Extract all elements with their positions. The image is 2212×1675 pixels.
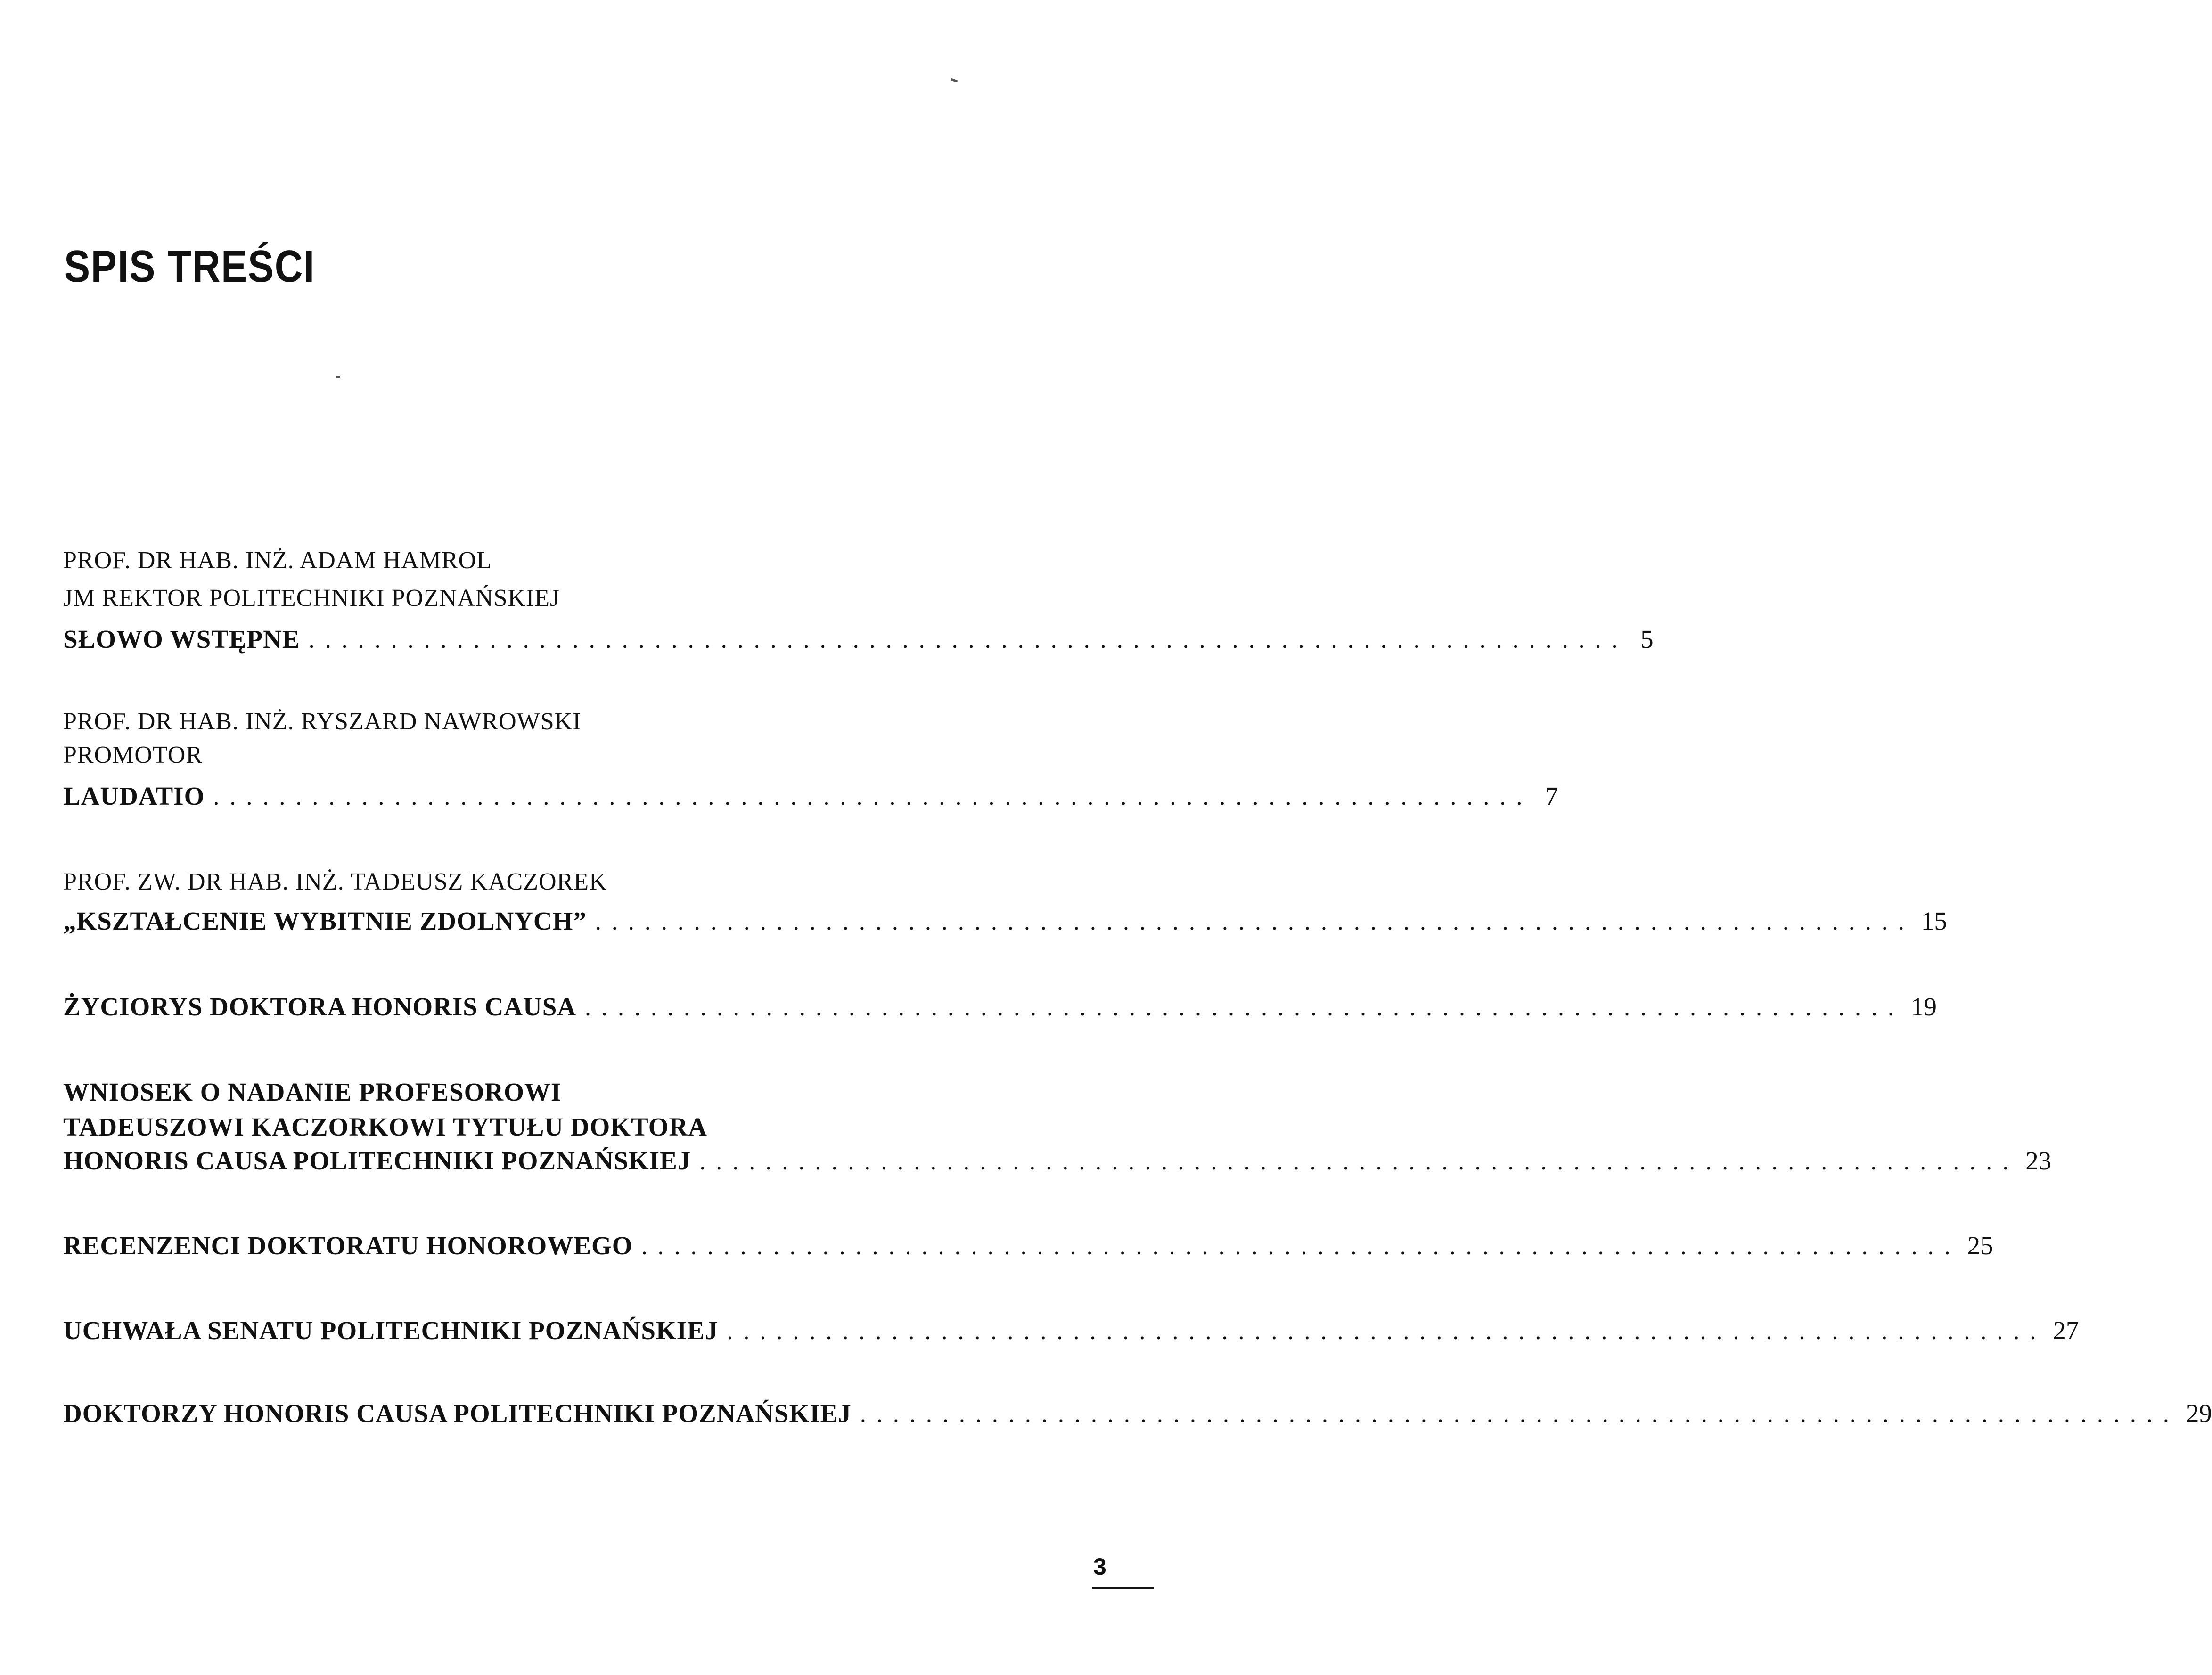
toc-entry-page: 23: [2025, 1146, 2052, 1175]
toc-entry-author: PROF. DR HAB. INŻ. RYSZARD NAWROWSKI: [63, 708, 582, 735]
dot-leader: ................................................................................: [860, 1401, 2179, 1428]
toc-entry-title: ŻYCIORYS DOKTORA HONORIS CAUSA: [63, 992, 577, 1021]
toc-entry-page: 7: [1545, 782, 1558, 810]
dot-leader: ................................................................................: [641, 1233, 1961, 1260]
toc-entry-page: 29: [2186, 1399, 2212, 1428]
toc-entry[interactable]: [63, 624, 1654, 655]
toc-entry-title-line: TADEUSZOWI KACZORKOWI TYTUŁU DOKTORA: [63, 1112, 707, 1141]
dot-leader: ................................................................................: [595, 908, 1915, 935]
toc-entry-title: SŁOWO WSTĘPNE: [63, 625, 300, 654]
toc-entry-author: PROF. DR HAB. INŻ. ADAM HAMROL: [63, 547, 492, 574]
dot-leader: ................................................................................: [727, 1318, 2047, 1345]
scan-speck: [336, 376, 340, 378]
toc-entry-page: 15: [1921, 907, 1947, 935]
toc-entry-page: 19: [1911, 992, 1937, 1021]
toc-entry-title-line: WNIOSEK O NADANIE PROFESOROWI: [63, 1078, 562, 1106]
toc-entry-page: 5: [1640, 625, 1654, 654]
scan-speck: [951, 78, 958, 82]
toc-entry[interactable]: [63, 992, 1937, 1023]
page-number: 3: [1093, 1553, 1106, 1580]
page-number-rule: [1092, 1587, 1154, 1589]
dot-leader: ................................................................................: [585, 994, 1905, 1021]
page-title: SPIS TREŚCI: [64, 241, 315, 292]
toc-entry[interactable]: [63, 1315, 2079, 1347]
toc-entry-page: 25: [1967, 1231, 1993, 1260]
dot-leader: ................................................................................: [213, 784, 1533, 810]
toc-entry[interactable]: [63, 906, 1947, 937]
toc-entry-author-role: JM REKTOR POLITECHNIKI POZNAŃSKIEJ: [63, 585, 560, 612]
toc-entry-title: RECENZENCI DOKTORATU HONOROWEGO: [63, 1231, 633, 1260]
toc-entry[interactable]: [63, 781, 1558, 812]
toc-entry[interactable]: [63, 1231, 1993, 1262]
dot-leader: ................................................................................: [699, 1148, 2019, 1175]
toc-entry-title: HONORIS CAUSA POLITECHNIKI POZNAŃSKIEJ: [63, 1146, 691, 1175]
toc-entry-author: PROF. ZW. DR HAB. INŻ. TADEUSZ KACZOREK: [63, 868, 607, 895]
toc-entry-title: UCHWAŁA SENATU POLITECHNIKI POZNAŃSKIEJ: [63, 1316, 719, 1345]
toc-entry[interactable]: [63, 1146, 2052, 1177]
toc-entry-author-role: PROMOTOR: [63, 742, 203, 768]
dot-leader: ................................................................................: [308, 627, 1628, 654]
toc-entry-title: LAUDATIO: [63, 782, 205, 810]
toc-entry-title: DOKTORZY HONORIS CAUSA POLITECHNIKI POZNAŃSKIEJ: [63, 1399, 852, 1428]
toc-entry-page: 27: [2053, 1316, 2079, 1345]
toc-entry-title: „KSZTAŁCENIE WYBITNIE ZDOLNYCH”: [63, 907, 587, 935]
toc-entry[interactable]: [63, 1398, 2212, 1430]
